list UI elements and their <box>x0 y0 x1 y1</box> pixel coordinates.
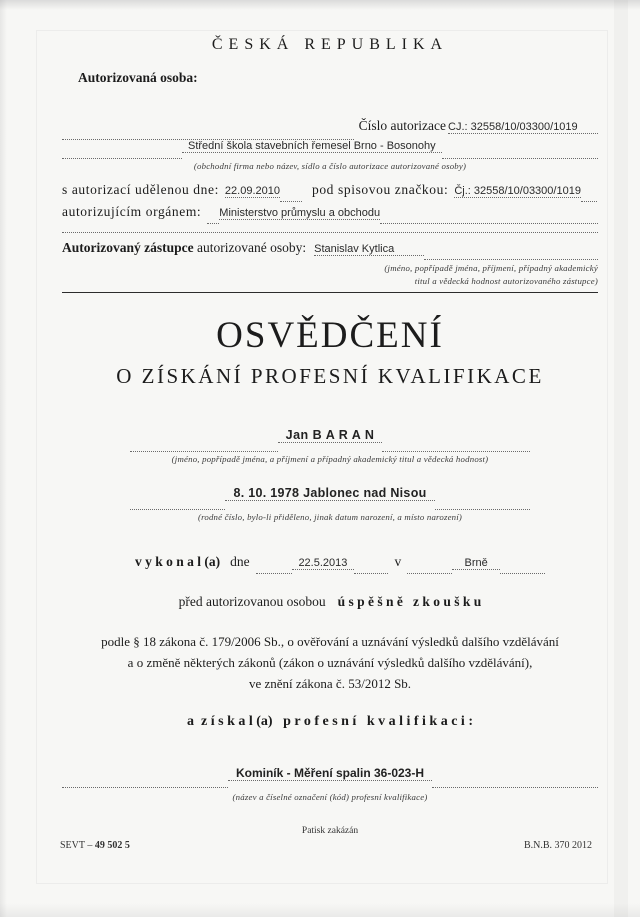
leader-dots <box>130 508 225 510</box>
bnb-code: B.N.B. 370 2012 <box>523 840 592 851</box>
leader-dots <box>581 200 597 202</box>
country-title: ČESKÁ REPUBLIKA <box>211 36 449 53</box>
authority-label: autorizujícím orgánem: <box>62 204 202 219</box>
leader-dots <box>500 572 545 574</box>
representative-name: Stanislav Kytlica <box>314 243 424 256</box>
authorization-number-label: Číslo autorizace <box>358 118 446 133</box>
scan-edge-top <box>0 0 640 10</box>
scan-edge-left <box>0 0 7 917</box>
leader-dots <box>207 222 219 224</box>
leader-dots <box>442 157 598 159</box>
leader-dots <box>432 786 598 788</box>
representative-caption-line2: titul a vědecká hodnost autorizovaného zástupce) <box>414 276 598 286</box>
leader-dots <box>435 508 530 510</box>
legal-line-1: podle § 18 zákona č. 179/2006 Sb., o ověřování a uznávání výsledků dalšího vzdělávání <box>101 634 559 649</box>
leader-dots <box>407 572 452 574</box>
legal-line-3: ve znění zákona č. 53/2012 Sb. <box>248 676 412 691</box>
leader-dots <box>354 572 389 574</box>
v-label: v <box>394 554 402 569</box>
representative-caption-line1: (jméno, popřípadě jména, příjmení, případný akademický <box>384 263 598 273</box>
representative-label-rest: autorizované osoby: <box>193 240 307 255</box>
authorized-person-label: Autorizovaná osoba: <box>78 70 198 85</box>
authorization-number-value: CJ.: 32558/10/03300/1019 <box>448 121 598 134</box>
certificate-subtitle: O ZÍSKÁNÍ PROFESNÍ KVALIFIKACE <box>116 364 544 388</box>
authorized-person-name: Střední škola stavebních řemesel Brno - Bosonohy <box>182 140 442 153</box>
leader-dots <box>130 450 278 452</box>
granted-date-label: s autorizací udělenou dne: <box>62 182 219 197</box>
sevt-prefix: SEVT – <box>60 840 95 851</box>
qualification-heading: a z í s k a l (a) p r o f e s n í k v a l i f i k a c i : <box>187 714 473 729</box>
exam-date: 22.5.2013 <box>292 557 354 570</box>
scan-edge-bottom <box>0 903 640 917</box>
patisk-note: Patisk zakázán <box>301 826 359 836</box>
exam-place: Brně <box>452 557 500 570</box>
dne-label: dne <box>230 554 250 569</box>
representative-label-bold: Autorizovaný zástupce <box>62 240 194 255</box>
leader-dots <box>62 157 182 159</box>
vykonal-label: v y k o n a l (a) <box>135 554 221 569</box>
holder-name: Jan B A R A N <box>278 428 383 443</box>
authority-value: Ministerstvo průmyslu a obchodu <box>219 207 381 219</box>
leader-dots <box>380 222 598 224</box>
sevt-code <box>60 840 130 851</box>
leader-dots <box>62 786 228 788</box>
holder-birth-caption: (rodné číslo, bylo-li přiděleno, jinak datum narození, a místo narození) <box>197 512 463 522</box>
success-exam-label: ú s p ě š n ě z k o u š k u <box>337 594 482 609</box>
holder-name-caption: (jméno, popřípadě jména, a příjmení a případný akademický titul a vědecká hodnost) <box>171 454 489 464</box>
file-number-value: Čj.: 32558/10/03300/1019 <box>454 185 581 197</box>
leader-dots <box>424 258 598 260</box>
certificate-title: OSVĚDČENÍ <box>216 315 444 356</box>
leader-dots <box>382 450 530 452</box>
holder-birth: 8. 10. 1978 Jablonec nad Nisou <box>225 486 434 501</box>
qualification-caption: (název a číselné označení (kód) profesní kvalifikace) <box>232 792 428 802</box>
solid-separator <box>62 292 598 293</box>
dotted-separator <box>62 232 598 233</box>
before-authorized-label: před autorizovanou osobou <box>178 594 326 609</box>
qualification-name: Kominík - Měření spalin 36-023-H <box>228 766 432 781</box>
organization-caption: (obchodní firma nebo název, sídlo a číslo autorizace autorizované osoby) <box>193 161 467 171</box>
file-number-label: pod spisovou značkou: <box>311 182 449 197</box>
granted-date-value: 22.09.2010 <box>224 185 280 197</box>
leader-dots <box>280 200 302 202</box>
sevt-number: 49 502 5 <box>94 840 130 851</box>
leader-dots <box>256 572 292 574</box>
legal-line-2: a o změně některých zákonů (zákon o uznávání výsledků dalšího vzdělávání), <box>127 655 533 670</box>
scan-edge-right <box>614 0 628 917</box>
